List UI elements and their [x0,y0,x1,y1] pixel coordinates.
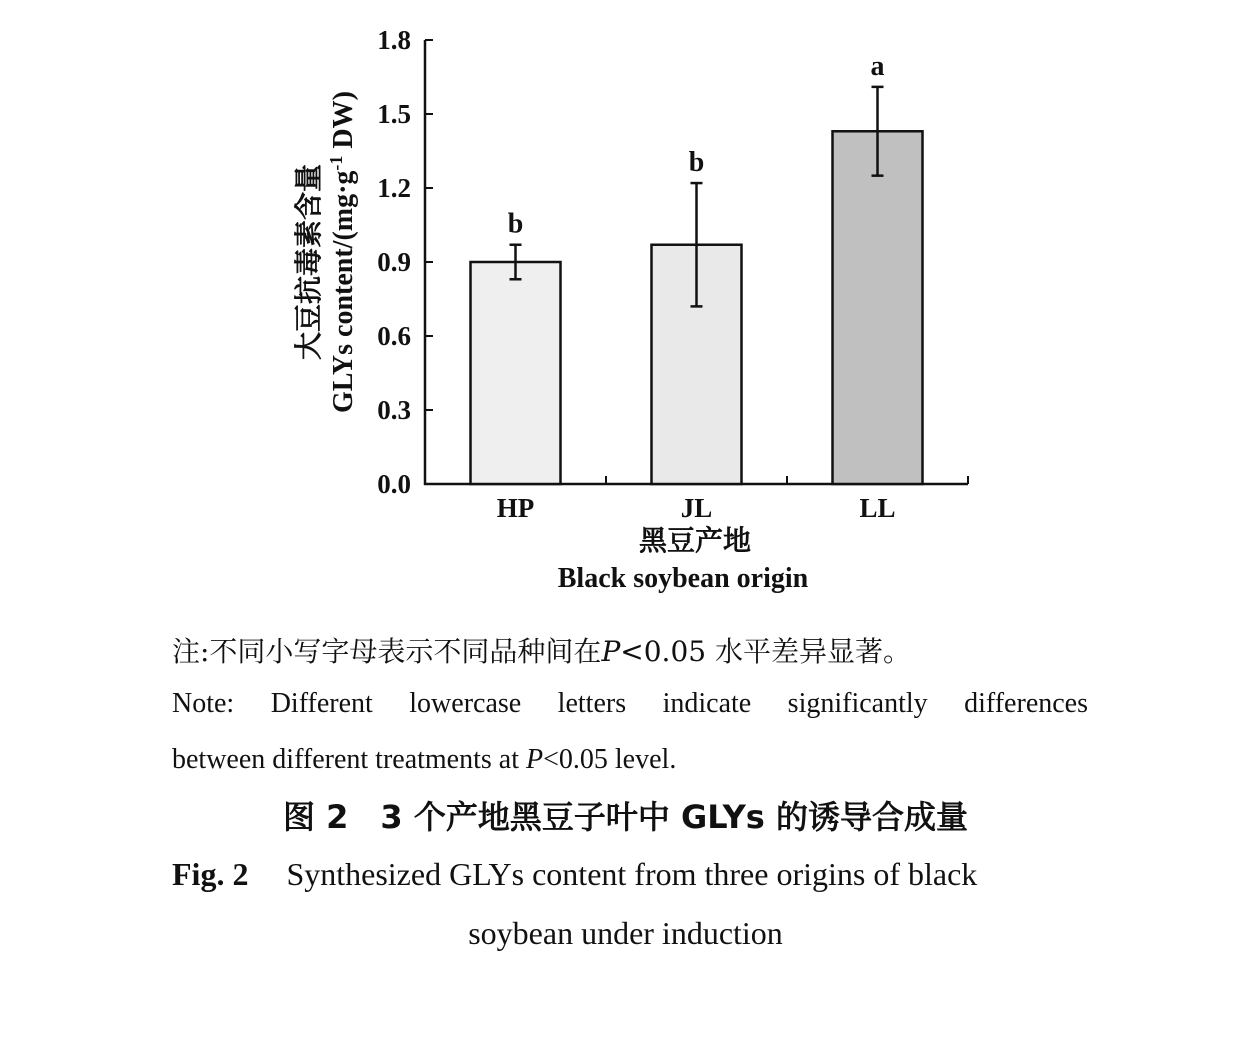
y-tick-label: 1.8 [377,25,411,55]
note-cn-before: 注:不同小写字母表示不同品种间在 [172,635,602,668]
note-english-line1: Note: Different lowercase letters indicate significantly differences [172,688,1088,719]
figure-label: Fig. 2 [172,856,249,892]
y-tick-label: 0.0 [377,469,411,499]
x-tick-label-ll: LL [859,493,896,523]
x-tick-label-hp: HP [496,493,535,523]
y-axis-title-en-prefix: GLYs content/(mg·g [328,170,359,413]
y-axis-title-en [326,91,359,413]
figure-caption-english-line1 [172,856,977,893]
note-english-line2 [172,744,676,776]
significance-label-hp: b [507,208,524,240]
note-cn-p: P [601,635,621,668]
y-tick-label: 0.6 [377,321,411,351]
y-axis-title-cn: 大豆抗毒素含量 [294,163,325,361]
y-axis-title-en-sup: -1 [326,155,346,171]
x-axis-title-en: Black soybean origin [557,563,809,594]
note-en-p: P [526,744,544,775]
y-tick-label: 0.9 [377,247,411,277]
figure-title-en: Synthesized GLYs content from three origins of black [286,856,978,892]
significance-label-ll: a [870,50,885,82]
plot-area [377,25,968,523]
significance-label-jl: b [688,147,705,179]
figure-caption-chinese: 图 2 3 个产地黑豆子叶中 GLYs 的诱导合成量 [283,798,968,836]
figure-caption-english-line2: soybean under induction [468,915,783,951]
note-en-before: between different treatments at [172,744,526,775]
bar-hp [471,262,561,484]
x-tick-label-jl: JL [680,493,713,523]
x-axis-title-cn: 黑豆产地 [638,526,752,557]
note-cn-after: <0.05 水平差异显著。 [620,635,911,668]
bar-ll [833,131,923,484]
y-tick-label: 0.3 [377,395,411,425]
note-en-after: <0.05 level. [543,744,677,775]
y-tick-label: 1.5 [377,99,411,129]
note-chinese [172,630,911,670]
y-axis-title-en-suffix: DW) [328,91,359,156]
y-tick-label: 1.2 [377,173,411,203]
